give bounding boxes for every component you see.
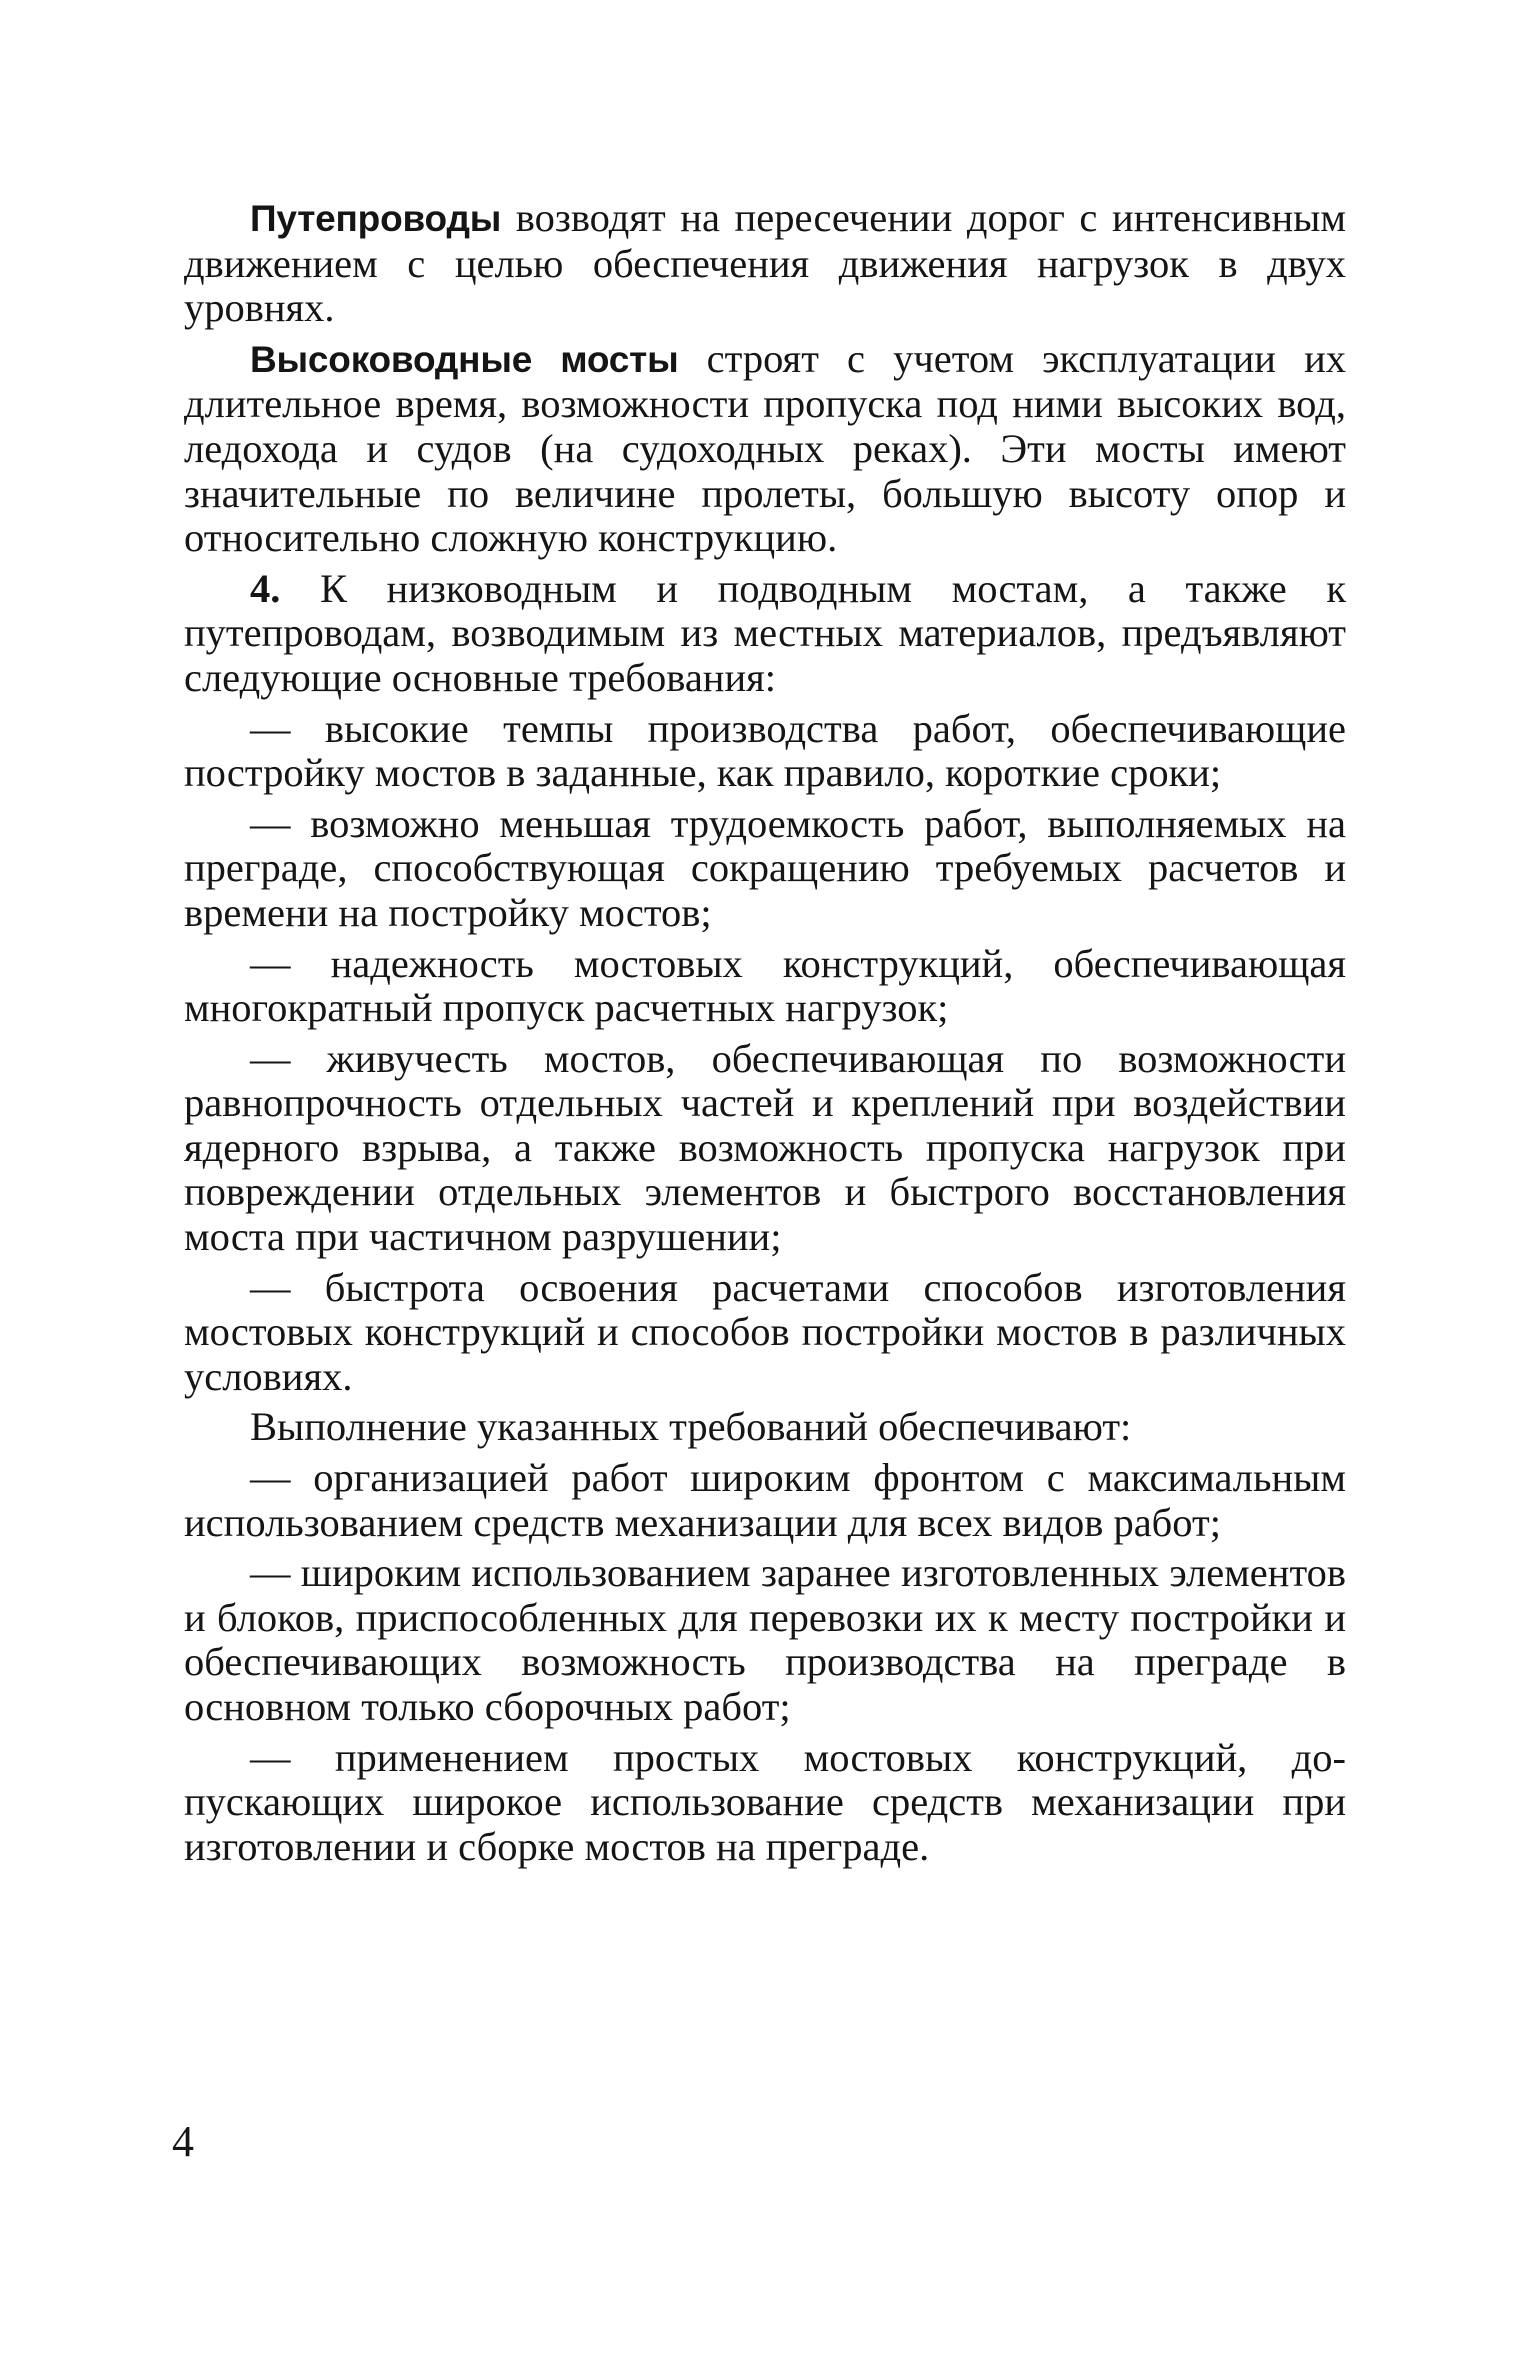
paragraph-text: возводят на пересечении дорог с интенсивным движением с целью обеспечения движения нагрузок в двух уровнях. [184,195,1346,331]
requirement-item: — возможно меньшая трудоемкость работ, выполняемых на преграде, способствующая сокращению требуемых расчетов и времени на постройку мостов; [184,800,1346,935]
requirement-item: — живучесть мостов, обеспечивающая по возможности равнопрочность отдельных частей и креплений при воздействии ядерного взрыва, а также возможность пропуска нагрузок при повреждении отдельных элементов и быстрого восстановления моста при частичном разрушении; [184,1035,1346,1260]
paragraph-fulfillment-intro: Выполнение указанных требований обеспечивают: [250,1404,1132,1450]
paragraph-high-water-bridges [184,337,1346,561]
paragraph-text: строят с учетом эксплуатации их длительное время, возможности пропуска под ними высоких вод, ледохода и судов (на судоходных реках). Эти мосты имеют значительные по величине пролеты, большую высоту опор и относительно сложную конструкцию. [184,335,1346,561]
term-high-water-bridges: Высоководные мосты [250,338,679,380]
fulfillment-item: — широким использованием заранее изготовленных элементов и блоков, приспособленных для перевозки их к месту постройки и обеспечивающих возможность производства на преграде в основном только сборочных работ; [184,1550,1346,1729]
requirement-item: — надежность мостовых конструкций, обеспечивающая многократный пропуск расчетных нагрузок; [184,940,1346,1031]
fulfillment-item: — организацией работ широким фронтом с максимальным использованием средств механизации для всех видов работ; [184,1455,1346,1545]
requirement-item: — быстрота освоения расчетами способов изготовления мостовых конструкций и способов постройки мостов в различных условиях. [184,1264,1346,1399]
paragraph-section-4 [184,567,1346,701]
paragraph-overpasses [184,196,1346,331]
paragraph-text: К низководным и подводным мостам, а также к путепроводам, возводимым из местных материалов, предъявляют следующие основные требования: [184,565,1346,700]
page-body [184,196,1346,1869]
term-overpasses: Путепроводы [250,198,502,239]
requirement-item: — высокие темпы производства работ, обеспечивающие постройку мостов в заданные, как правило, короткие сроки; [184,705,1346,796]
section-number: 4. [250,565,281,611]
page-number: 4 [172,2117,194,2166]
fulfillment-item: — применением простых мостовых конструкций, допускающих широкое использование средств механизации при изготовлении и сборке мостов на преграде. [184,1734,1346,1869]
